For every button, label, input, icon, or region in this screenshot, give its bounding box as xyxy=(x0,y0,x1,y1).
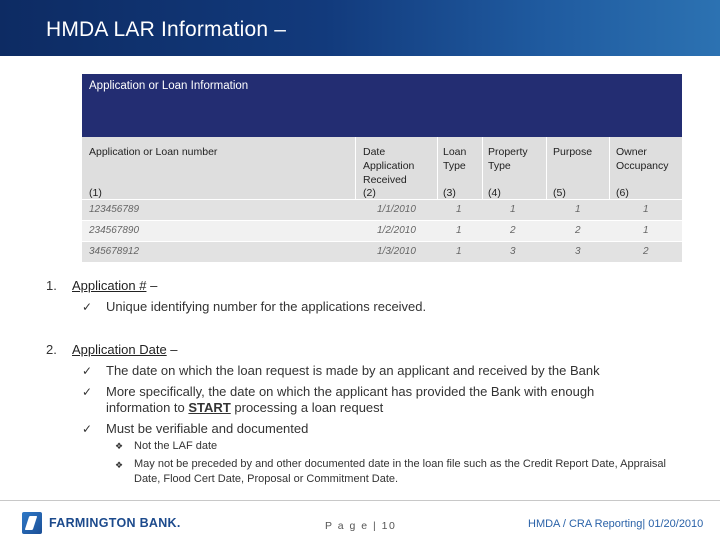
column-header-row xyxy=(82,137,682,199)
cell-loan-number: 234567890 xyxy=(89,225,140,236)
list-item xyxy=(46,342,178,357)
cell-owner-occupancy: 1 xyxy=(643,225,649,236)
page-title: HMDA LAR Information – xyxy=(46,18,287,41)
title-bar xyxy=(0,0,720,56)
checkmark-icon: ✓ xyxy=(82,364,93,378)
page-number: P a g e | 10 xyxy=(325,520,397,532)
bank-logo-icon xyxy=(22,512,42,534)
check-item-text-end: processing a loan request xyxy=(234,400,384,415)
sub-item: May not be preceded by and other documented date in the loan file such as the Credit Report Date, Appraisal Date, Flood Cert Date, Proposal or Commitment Date. xyxy=(134,458,666,485)
checkmark-icon: ✓ xyxy=(82,300,93,314)
col-num-3: (3) xyxy=(443,187,456,199)
footer-divider xyxy=(0,500,720,501)
cell-loan-number: 345678912 xyxy=(89,246,140,257)
col-num-4: (4) xyxy=(488,187,501,199)
emphasis-start: START xyxy=(188,400,231,415)
cell-purpose: 2 xyxy=(575,225,581,236)
footer-report-label: HMDA / CRA Reporting| 01/20/2010 xyxy=(528,518,704,530)
diamond-bullet-icon: ❖ xyxy=(115,441,124,451)
cell-loan-type: 1 xyxy=(456,225,462,236)
list-item-dash: – xyxy=(166,342,178,357)
col-num-6: (6) xyxy=(616,187,629,199)
col-num-1: (1) xyxy=(89,187,102,199)
cell-purpose: 3 xyxy=(575,246,581,257)
cell-date: 1/2/2010 xyxy=(377,225,416,236)
col-num-5: (5) xyxy=(553,187,566,199)
check-item: Unique identifying number for the applications received. xyxy=(106,299,427,314)
col-header-purpose: Purpose xyxy=(553,146,593,158)
col-header-date-received: Date Application Received xyxy=(363,146,415,186)
farmington-bank-logo xyxy=(22,510,181,536)
cell-loan-type: 1 xyxy=(456,246,462,257)
list-item-title: Application Date xyxy=(72,342,167,357)
cell-property-type: 2 xyxy=(510,225,516,236)
check-item-text: More specifically, the date on which the applicant has provided the Bank with enough information to xyxy=(106,384,595,415)
check-item xyxy=(106,384,646,416)
table-row xyxy=(82,200,682,220)
table-row xyxy=(82,242,682,262)
cell-owner-occupancy: 2 xyxy=(643,246,649,257)
checkmark-icon: ✓ xyxy=(82,422,93,436)
check-item: The date on which the loan request is made by an applicant and received by the Bank xyxy=(106,363,600,378)
diamond-bullet-icon: ❖ xyxy=(115,460,124,470)
list-number: 1. xyxy=(46,278,57,293)
col-header-owner-occupancy: Owner Occupancy xyxy=(616,146,669,172)
cell-property-type: 3 xyxy=(510,246,516,257)
list-item-dash: – xyxy=(146,278,158,293)
logo-text: FARMINGTON BANK. xyxy=(49,516,181,530)
cell-date: 1/3/2010 xyxy=(377,246,416,257)
cell-owner-occupancy: 1 xyxy=(643,204,649,215)
list-item-title: Application # xyxy=(72,278,147,293)
cell-purpose: 1 xyxy=(575,204,581,215)
list-number: 2. xyxy=(46,342,57,357)
cell-loan-type: 1 xyxy=(456,204,462,215)
table-header xyxy=(82,74,682,137)
table-row xyxy=(82,221,682,241)
cell-loan-number: 123456789 xyxy=(89,204,140,215)
table-header-title: Application or Loan Information xyxy=(89,80,249,92)
cell-date: 1/1/2010 xyxy=(377,204,416,215)
col-num-2: (2) xyxy=(363,187,376,199)
col-header-loan-type: Loan Type xyxy=(443,146,467,172)
check-item: Must be verifiable and documented xyxy=(106,421,309,436)
col-header-property-type: Property Type xyxy=(488,146,528,172)
list-item xyxy=(46,278,157,293)
checkmark-icon: ✓ xyxy=(82,385,93,399)
lar-table xyxy=(82,74,682,262)
sub-item: Not the LAF date xyxy=(134,440,218,452)
cell-property-type: 1 xyxy=(510,204,516,215)
col-header-loan-number: Application or Loan number xyxy=(89,146,218,158)
